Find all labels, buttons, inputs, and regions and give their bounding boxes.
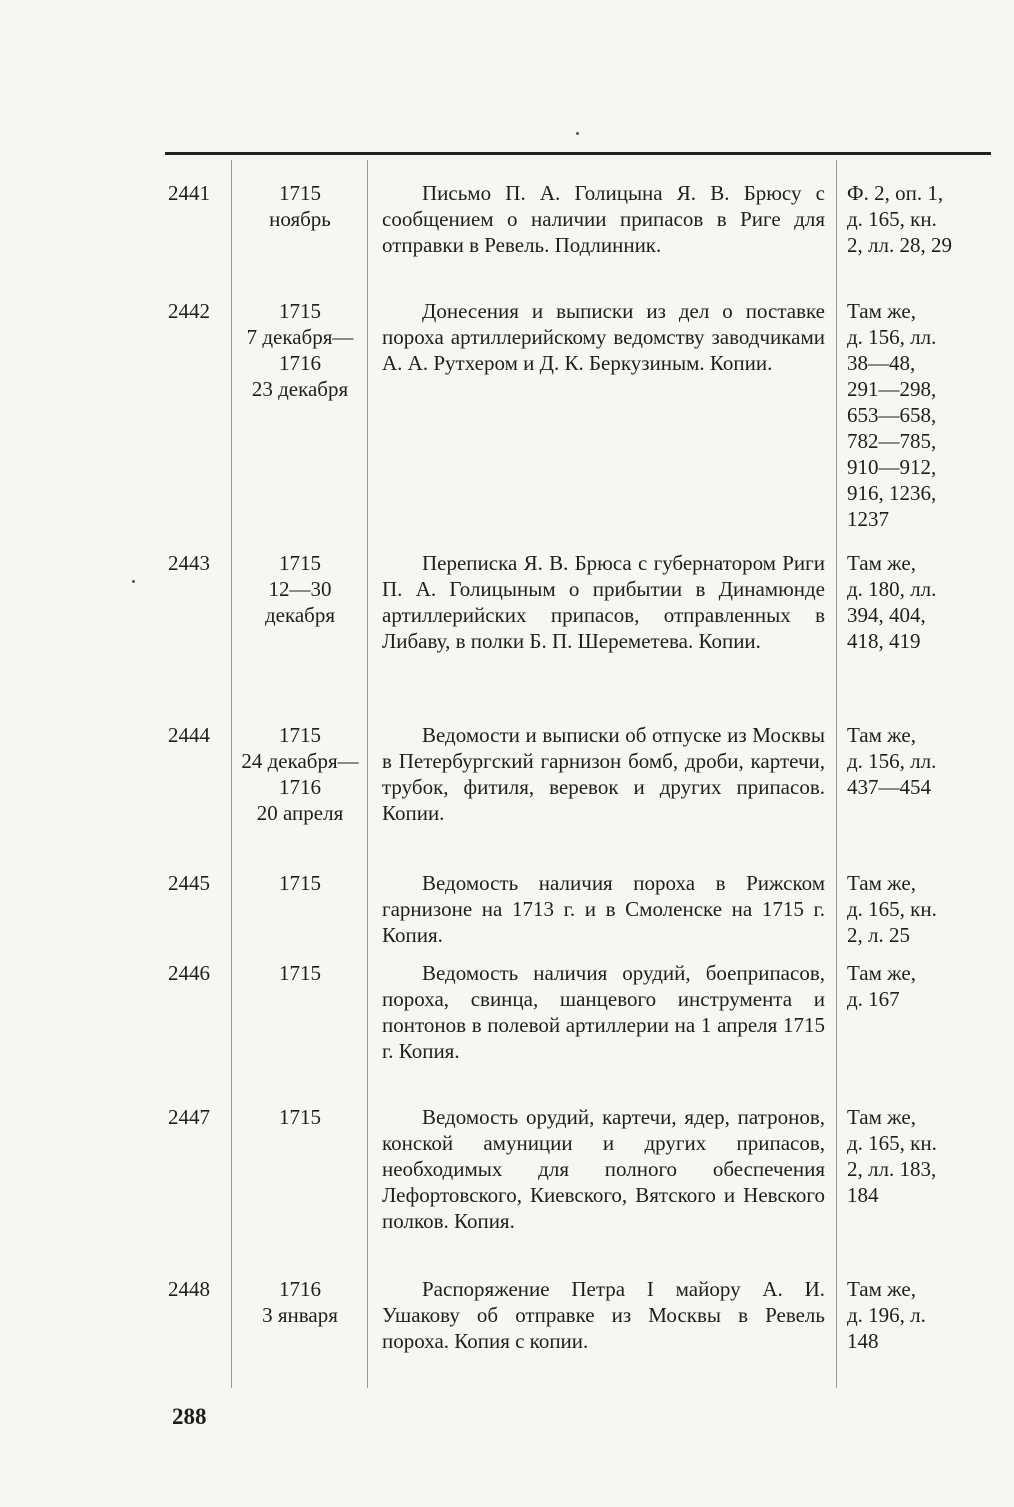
entry-number: 2444: [168, 723, 210, 747]
print-speck: [132, 580, 135, 583]
print-speck: [576, 132, 579, 135]
entry-reference: Ф. 2, оп. 1, д. 165, кн. 2, лл. 28, 29: [847, 181, 952, 257]
entry-number: 2446: [168, 961, 210, 985]
entry-number: 2443: [168, 551, 210, 575]
entry-reference: Там же, д. 167: [847, 961, 916, 1011]
entry-reference: Там же, д. 165, кн. 2, л. 25: [847, 871, 937, 947]
entry-description: Переписка Я. В. Брюса с губернатором Риги П. А. Голицыным о прибытии в Динамюнде артиллерийских припасов, отправленных в Либаву, в полки Б. П. Шереметева. Копии.: [382, 551, 825, 653]
column-divider: [367, 160, 368, 1388]
entry-reference: Там же, д. 165, кн. 2, лл. 183, 184: [847, 1105, 937, 1207]
entry-number: 2445: [168, 871, 210, 895]
entry-date: 1715 7 декабря— 1716 23 декабря: [246, 299, 354, 401]
entry-description: Письмо П. А. Голицына Я. В. Брюсу с сообщением о наличии припасов в Риге для отправки в Ревель. Подлинник.: [382, 181, 825, 257]
entry-date: 1716 3 января: [262, 1277, 338, 1327]
entry-reference: Там же, д. 196, л. 148: [847, 1277, 926, 1353]
column-divider: [836, 160, 837, 1388]
entry-description: Ведомость орудий, картечи, ядер, патронов, конской амуниции и других припасов, необходимых для полного обеспечения Лефортовского, Киевского, Вятского и Невского полков. Копия.: [382, 1105, 825, 1233]
entry-number: 2448: [168, 1277, 210, 1301]
entry-date: 1715: [279, 961, 321, 985]
entry-description: Ведомости и выписки об отпуске из Москвы в Петербургский гарнизон бомб, дроби, картечи, трубок, фитиля, веревок и других припасов. Копии.: [382, 723, 825, 825]
entry-number: 2442: [168, 299, 210, 323]
entry-reference: Там же, д. 156, лл. 38—48, 291—298, 653—658, 782—785, 910—912, 916, 1236, 1237: [847, 299, 937, 531]
page-number: 288: [172, 1404, 207, 1429]
column-divider: [231, 160, 232, 1388]
table-top-rule: [165, 152, 991, 155]
entry-date: 1715 24 декабря— 1716 20 апреля: [241, 723, 359, 825]
entry-description: Донесения и выписки из дел о поставке пороха артиллерийскому ведомству заводчиками А. А. Рутхером и Д. К. Беркузиным. Копии.: [382, 299, 825, 375]
entry-number: 2447: [168, 1105, 210, 1129]
entry-date: 1715: [279, 871, 321, 895]
entry-reference: Там же, д. 156, лл. 437—454: [847, 723, 937, 799]
entry-date: 1715 12—30 декабря: [264, 551, 336, 627]
entry-description: Ведомость наличия пороха в Рижском гарнизоне на 1713 г. и в Смоленске на 1715 г. Копия.: [382, 871, 825, 947]
entry-date: 1715 ноябрь: [269, 181, 331, 231]
entry-date: 1715: [279, 1105, 321, 1129]
entry-reference: Там же, д. 180, лл. 394, 404, 418, 419: [847, 551, 937, 653]
entry-description: Ведомость наличия орудий, боеприпасов, пороха, свинца, шанцевого инструмента и понтонов в полевой артиллерии на 1 апреля 1715 г. Копия.: [382, 961, 825, 1063]
entry-description: Распоряжение Петра I майору А. И. Ушакову об отправке из Москвы в Ревель пороха. Копия с копии.: [382, 1277, 825, 1353]
entry-number: 2441: [168, 181, 210, 205]
